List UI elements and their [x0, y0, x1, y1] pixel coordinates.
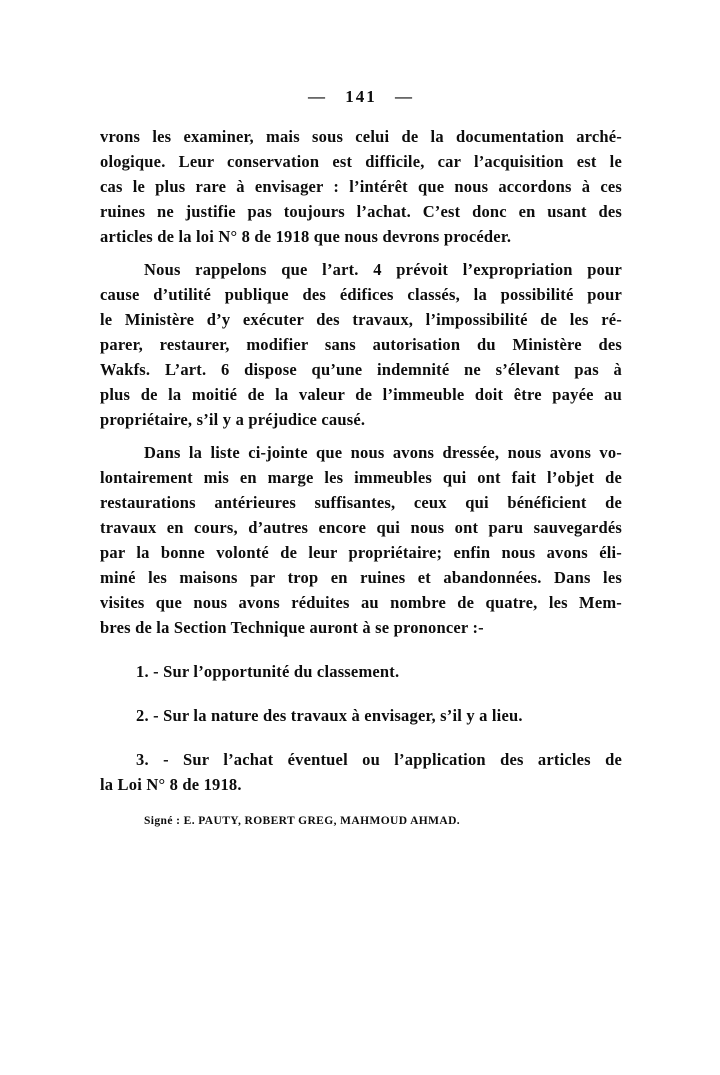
text-line: 2. - Sur la nature des travaux à envisager, s’il y a lieu.: [136, 706, 523, 725]
text-line: visites que nous avons réduites au nombre de quatre, les Mem-: [100, 593, 622, 612]
text-line: cas le plus rare à envisager : l’intérêt que nous accordons à ces: [100, 177, 622, 196]
text-line: propriétaire, s’il y a préjudice causé.: [100, 410, 366, 429]
text-line: 3. - Sur l’achat éventuel ou l’application des articles de: [136, 750, 622, 769]
text-line: lontairement mis en marge les immeubles qui ont fait l’objet de: [100, 468, 622, 487]
text-block: [100, 124, 622, 829]
text-line: Dans la liste ci-jointe que nous avons dressée, nous avons vo-: [144, 443, 622, 462]
list-item-1: [100, 659, 622, 684]
text-line: Nous rappelons que l’art. 4 prévoit l’expropriation pour: [144, 260, 622, 279]
text-line: bres de la Section Technique auront à se prononcer :-: [100, 618, 484, 637]
signature-line: Signé : E. PAUTY, ROBERT GREG, MAHMOUD AHMAD.: [144, 815, 461, 827]
text-line: par la bonne volonté de leur propriétaire; enfin nous avons éli-: [100, 543, 622, 562]
text-line: la Loi N° 8 de 1918.: [100, 775, 242, 794]
text-line: cause d’utilité publique des édifices classés, la possibilité pour: [100, 285, 622, 304]
text-line: articles de la loi N° 8 de 1918 que nous devrons procéder.: [100, 227, 512, 246]
text-line: plus de la moitié de la valeur de l’immeuble doit être payée au: [100, 385, 622, 404]
text-line: parer, restaurer, modifier sans autorisation du Ministère des: [100, 335, 622, 354]
text-line: vrons les examiner, mais sous celui de la documentation arché-: [100, 127, 622, 146]
text-line: ologique. Leur conservation est difficile, car l’acquisition est le: [100, 152, 622, 171]
paragraph-1: [100, 124, 622, 249]
text-line: travaux en cours, d’autres encore qui nous ont paru sauvegardés: [100, 518, 622, 537]
text-line: 1. - Sur l’opportunité du classement.: [136, 662, 400, 681]
list-item-2: [100, 703, 622, 728]
paragraph-3: [100, 440, 622, 640]
list-item-3: [100, 747, 622, 797]
text-line: miné les maisons par trop en ruines et abandonnées. Dans les: [100, 568, 622, 587]
paragraph-2: [100, 257, 622, 432]
page-number: — 141 —: [308, 87, 414, 106]
text-line: Wakfs. L’art. 6 dispose qu’une indemnité ne s’élevant pas à: [100, 360, 622, 379]
text-line: ruines ne justifie pas toujours l’achat. C’est donc en usant des: [100, 202, 622, 221]
text-line: le Ministère d’y exécuter des travaux, l’impossibilité de les ré-: [100, 310, 622, 329]
text-line: restaurations antérieures suffisantes, ceux qui bénéficient de: [100, 493, 622, 512]
